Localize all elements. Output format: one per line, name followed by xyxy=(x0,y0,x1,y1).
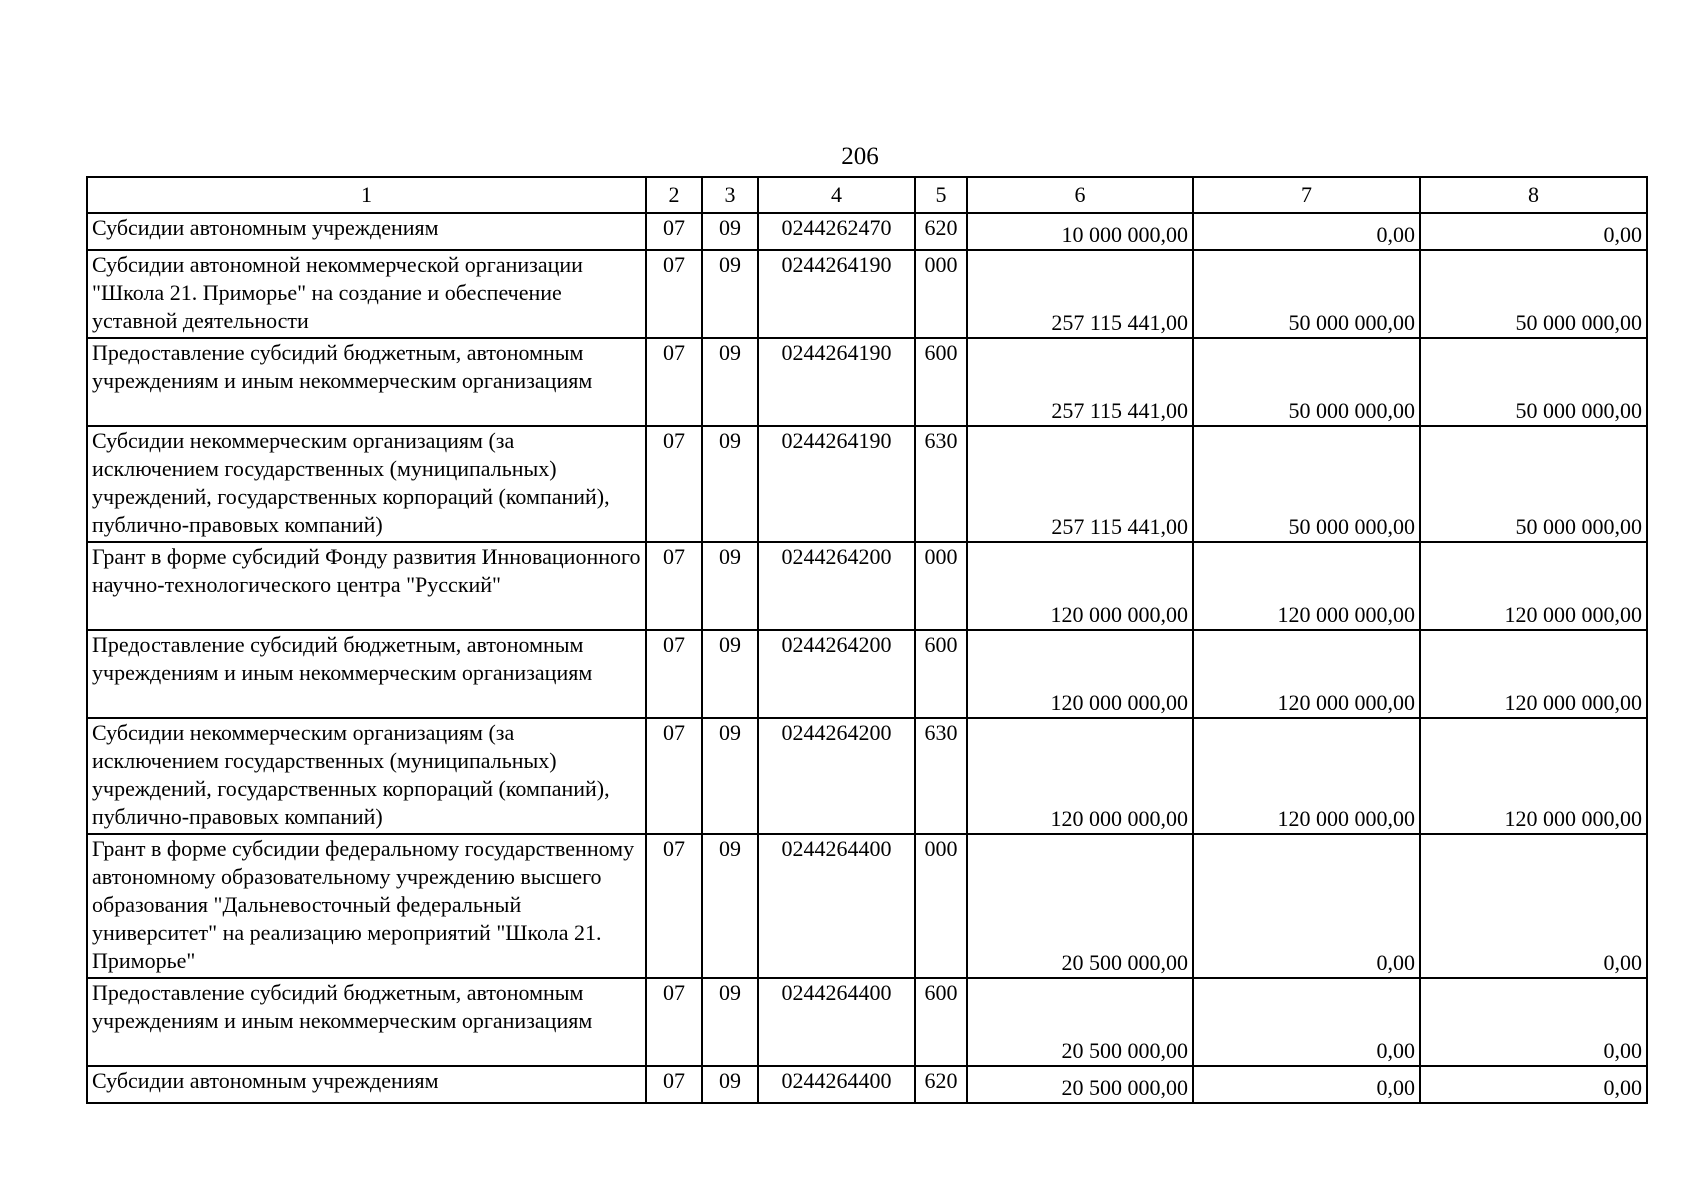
row-type: 600 xyxy=(915,630,967,718)
row-value-7: 0,00 xyxy=(1193,978,1420,1066)
row-value-8: 0,00 xyxy=(1420,213,1647,250)
row-section: 07 xyxy=(646,630,702,718)
row-name: Грант в форме субсидий Фонду развития Инновационного научно-технологического центра "Русский" xyxy=(87,542,646,630)
row-value-6: 10 000 000,00 xyxy=(967,213,1193,250)
row-target: 0244264400 xyxy=(758,978,915,1066)
row-type: 600 xyxy=(915,978,967,1066)
table-row xyxy=(87,630,1647,718)
row-name: Субсидии некоммерческим организациям (за исключением государственных (муниципальных) учреждений, государственных корпораций (компаний), публично-правовых компаний) xyxy=(87,718,646,834)
row-section: 07 xyxy=(646,213,702,250)
row-name: Грант в форме субсидии федеральному государственному автономному образовательному учреждению высшего образования "Дальневосточный федеральный университет" на реализацию мероприятий "Школа 21. Приморье" xyxy=(87,834,646,978)
row-target: 0244264190 xyxy=(758,250,915,338)
page-number: 206 xyxy=(841,143,879,170)
row-target: 0244264190 xyxy=(758,426,915,542)
table-row xyxy=(87,338,1647,426)
table-row xyxy=(87,718,1647,834)
row-name: Субсидии автономным учреждениям xyxy=(87,1066,646,1103)
row-target: 0244264200 xyxy=(758,542,915,630)
row-value-6: 120 000 000,00 xyxy=(967,718,1193,834)
table-row xyxy=(87,1066,1647,1103)
table-row xyxy=(87,213,1647,250)
row-subsection: 09 xyxy=(702,1066,758,1103)
row-subsection: 09 xyxy=(702,978,758,1066)
row-section: 07 xyxy=(646,834,702,978)
row-type: 000 xyxy=(915,250,967,338)
table-row xyxy=(87,250,1647,338)
column-header: 2 xyxy=(646,177,702,213)
row-name: Субсидии некоммерческим организациям (за исключением государственных (муниципальных) учреждений, государственных корпораций (компаний), публично-правовых компаний) xyxy=(87,426,646,542)
row-value-7: 50 000 000,00 xyxy=(1193,338,1420,426)
row-value-8: 0,00 xyxy=(1420,834,1647,978)
row-value-6: 20 500 000,00 xyxy=(967,1066,1193,1103)
row-value-8: 120 000 000,00 xyxy=(1420,718,1647,834)
row-value-6: 257 115 441,00 xyxy=(967,338,1193,426)
column-header: 3 xyxy=(702,177,758,213)
row-value-8: 120 000 000,00 xyxy=(1420,630,1647,718)
row-target: 0244264190 xyxy=(758,338,915,426)
row-value-7: 120 000 000,00 xyxy=(1193,718,1420,834)
row-section: 07 xyxy=(646,542,702,630)
column-header: 4 xyxy=(758,177,915,213)
row-value-8: 50 000 000,00 xyxy=(1420,250,1647,338)
row-target: 0244264400 xyxy=(758,1066,915,1103)
row-section: 07 xyxy=(646,250,702,338)
row-value-8: 0,00 xyxy=(1420,1066,1647,1103)
row-value-8: 50 000 000,00 xyxy=(1420,426,1647,542)
row-subsection: 09 xyxy=(702,542,758,630)
row-name: Предоставление субсидий бюджетным, автономным учреждениям и иным некоммерческим организациям xyxy=(87,338,646,426)
row-value-6: 20 500 000,00 xyxy=(967,978,1193,1066)
row-target: 0244264400 xyxy=(758,834,915,978)
row-type: 630 xyxy=(915,426,967,542)
row-target: 0244264200 xyxy=(758,718,915,834)
row-type: 600 xyxy=(915,338,967,426)
row-subsection: 09 xyxy=(702,630,758,718)
row-value-6: 20 500 000,00 xyxy=(967,834,1193,978)
row-value-8: 50 000 000,00 xyxy=(1420,338,1647,426)
row-section: 07 xyxy=(646,426,702,542)
table-row xyxy=(87,834,1647,978)
row-name: Предоставление субсидий бюджетным, автономным учреждениям и иным некоммерческим организациям xyxy=(87,630,646,718)
row-value-7: 120 000 000,00 xyxy=(1193,630,1420,718)
table-row xyxy=(87,978,1647,1066)
row-name: Субсидии автономной некоммерческой организации "Школа 21. Приморье" на создание и обеспечение уставной деятельности xyxy=(87,250,646,338)
row-value-6: 120 000 000,00 xyxy=(967,630,1193,718)
row-value-7: 120 000 000,00 xyxy=(1193,542,1420,630)
row-value-7: 50 000 000,00 xyxy=(1193,250,1420,338)
row-value-8: 0,00 xyxy=(1420,978,1647,1066)
row-subsection: 09 xyxy=(702,718,758,834)
row-type: 620 xyxy=(915,1066,967,1103)
column-header: 5 xyxy=(915,177,967,213)
row-subsection: 09 xyxy=(702,338,758,426)
row-value-7: 0,00 xyxy=(1193,213,1420,250)
row-value-7: 50 000 000,00 xyxy=(1193,426,1420,542)
column-header: 8 xyxy=(1420,177,1647,213)
row-value-6: 120 000 000,00 xyxy=(967,542,1193,630)
row-section: 07 xyxy=(646,978,702,1066)
row-type: 000 xyxy=(915,834,967,978)
row-subsection: 09 xyxy=(702,213,758,250)
budget-table xyxy=(86,176,1648,1104)
row-type: 630 xyxy=(915,718,967,834)
row-value-6: 257 115 441,00 xyxy=(967,250,1193,338)
row-type: 620 xyxy=(915,213,967,250)
row-value-6: 257 115 441,00 xyxy=(967,426,1193,542)
row-name: Субсидии автономным учреждениям xyxy=(87,213,646,250)
row-subsection: 09 xyxy=(702,834,758,978)
column-header: 7 xyxy=(1193,177,1420,213)
row-type: 000 xyxy=(915,542,967,630)
row-value-8: 120 000 000,00 xyxy=(1420,542,1647,630)
row-section: 07 xyxy=(646,718,702,834)
row-section: 07 xyxy=(646,338,702,426)
row-subsection: 09 xyxy=(702,426,758,542)
row-name: Предоставление субсидий бюджетным, автономным учреждениям и иным некоммерческим организациям xyxy=(87,978,646,1066)
row-value-7: 0,00 xyxy=(1193,1066,1420,1103)
column-header: 6 xyxy=(967,177,1193,213)
header-row xyxy=(87,177,1647,213)
row-section: 07 xyxy=(646,1066,702,1103)
row-value-7: 0,00 xyxy=(1193,834,1420,978)
row-target: 0244264200 xyxy=(758,630,915,718)
column-header: 1 xyxy=(87,177,646,213)
table-row xyxy=(87,542,1647,630)
table-row xyxy=(87,426,1647,542)
row-subsection: 09 xyxy=(702,250,758,338)
row-target: 0244262470 xyxy=(758,213,915,250)
